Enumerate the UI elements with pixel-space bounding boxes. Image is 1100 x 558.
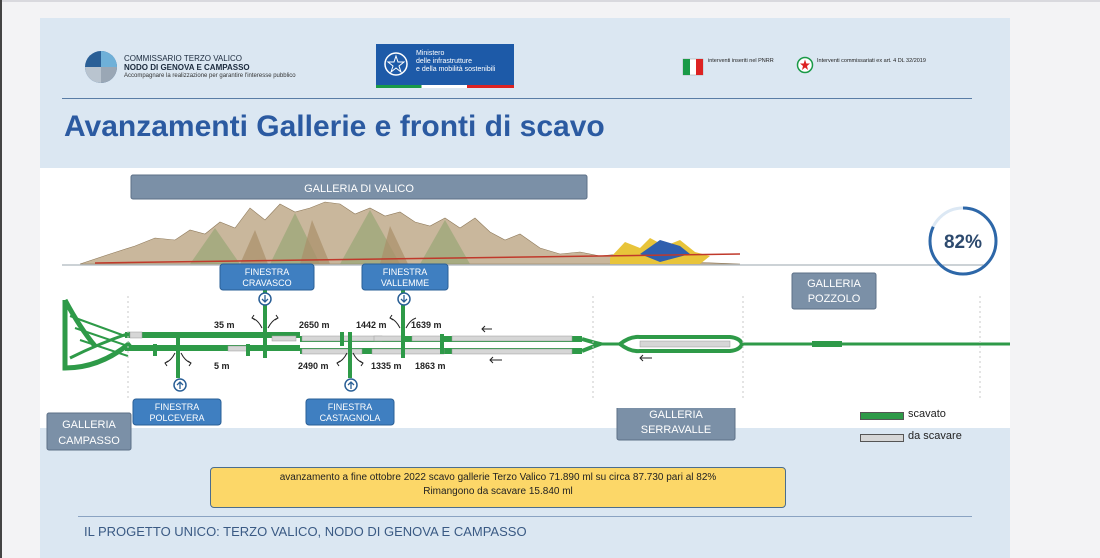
org-subtitle: Accompagnare la realizzazione per garantire l'interesse pubblico: [124, 73, 296, 79]
galleria-serravalle: [617, 408, 735, 440]
legend-da-scavare-swatch: [860, 434, 904, 442]
distance-5: 5 m: [214, 361, 230, 371]
finestra-vallemme-line1: FINESTRA: [382, 267, 428, 277]
legend-da-scavare-label: da scavare: [908, 430, 962, 442]
slide: [40, 18, 1010, 558]
progress-ring: [930, 208, 996, 274]
tunnel-diagram-svg: [40, 168, 1010, 428]
galleria-serravalle-line2: SERRAVALLE: [640, 424, 712, 436]
header-divider: [62, 98, 972, 99]
galleria-serravalle-line1: GALLERIA: [649, 409, 703, 421]
finestra-castagnola-line1: FINESTRA: [327, 402, 373, 412]
page-title: Avanzamenti Gallerie e fronti di scavo: [64, 110, 605, 143]
galleria-campasso-line1: GALLERIA: [62, 419, 116, 431]
finestra-vallemme-line2: VALLEMME: [380, 278, 430, 288]
ministry-text: [416, 50, 495, 74]
distance-35: 35 m: [214, 320, 235, 330]
footer-text: IL PROGETTO UNICO: TERZO VALICO, NODO DI GENOVA E CAMPASSO: [84, 524, 527, 539]
pnrr-flag-icon: [682, 56, 704, 78]
commissariati-label: Interventi commissariati ex art. 4 DL 32/2019: [817, 58, 926, 64]
distance-1863: 1863 m: [415, 361, 446, 371]
italian-flag-bar: [376, 85, 514, 88]
finestra-cravasco-line1: FINESTRA: [244, 267, 290, 277]
window-top-edge: [0, 0, 1100, 2]
ministry-logo: [376, 44, 514, 88]
republic-emblem-icon: [382, 49, 410, 79]
legend-scavato-swatch: [860, 412, 904, 420]
galleria-valico-label: GALLERIA DI VALICO: [304, 183, 414, 195]
ministry-line2: delle infrastrutture: [416, 58, 473, 65]
distance-1442: 1442 m: [356, 320, 387, 330]
window-left-edge: [0, 0, 2, 558]
finestra-vallemme: [362, 264, 448, 305]
emblem-small-icon: [796, 56, 814, 74]
footer-divider: [78, 516, 972, 517]
tunnel-diagram: [40, 168, 1010, 428]
org-line2: NODO DI GENOVA E CAMPASSO: [124, 63, 250, 72]
summary-line1: avanzamento a fine ottobre 2022 scavo gallerie Terzo Valico 71.890 ml su circa 87.730 pari al 82%: [279, 472, 717, 483]
distance-2490: 2490 m: [298, 361, 329, 371]
finestra-cravasco-line2: CRAVASCO: [242, 278, 292, 288]
distance-1639: 1639 m: [411, 320, 442, 330]
org-line1: COMMISSARIO TERZO VALICO: [124, 54, 242, 63]
slide-header: [40, 18, 1010, 168]
commissario-text: [124, 54, 296, 81]
finestra-polcevera-line2: POLCEVERA: [149, 413, 205, 423]
galleria-pozzolo-line1: GALLERIA: [807, 278, 861, 290]
commissario-logo-icon: [84, 50, 118, 84]
finestra-castagnola-line2: CASTAGNOLA: [319, 413, 381, 423]
galleria-pozzolo-line2: POZZOLO: [807, 293, 861, 305]
galleria-pozzolo: [792, 273, 876, 309]
pnrr-label: interventi inseriti nel PNRR: [708, 58, 774, 64]
galleria-campasso-line2: CAMPASSO: [58, 435, 120, 447]
distance-2650: 2650 m: [299, 320, 330, 330]
summary-box: [210, 467, 786, 508]
finestra-cravasco: [220, 264, 314, 305]
summary-line2: Rimangono da scavare 15.840 ml: [423, 486, 573, 497]
finestra-polcevera-line1: FINESTRA: [154, 402, 200, 412]
galleria-campasso: [47, 413, 131, 450]
ministry-line1: Ministero: [416, 50, 445, 57]
progress-percent: 82%: [943, 232, 983, 253]
legend-scavato-label: scavato: [908, 408, 946, 420]
ministry-line3: e della mobilità sostenibili: [416, 66, 496, 73]
distance-1335: 1335 m: [371, 361, 402, 371]
mountain-profile: [62, 202, 985, 265]
